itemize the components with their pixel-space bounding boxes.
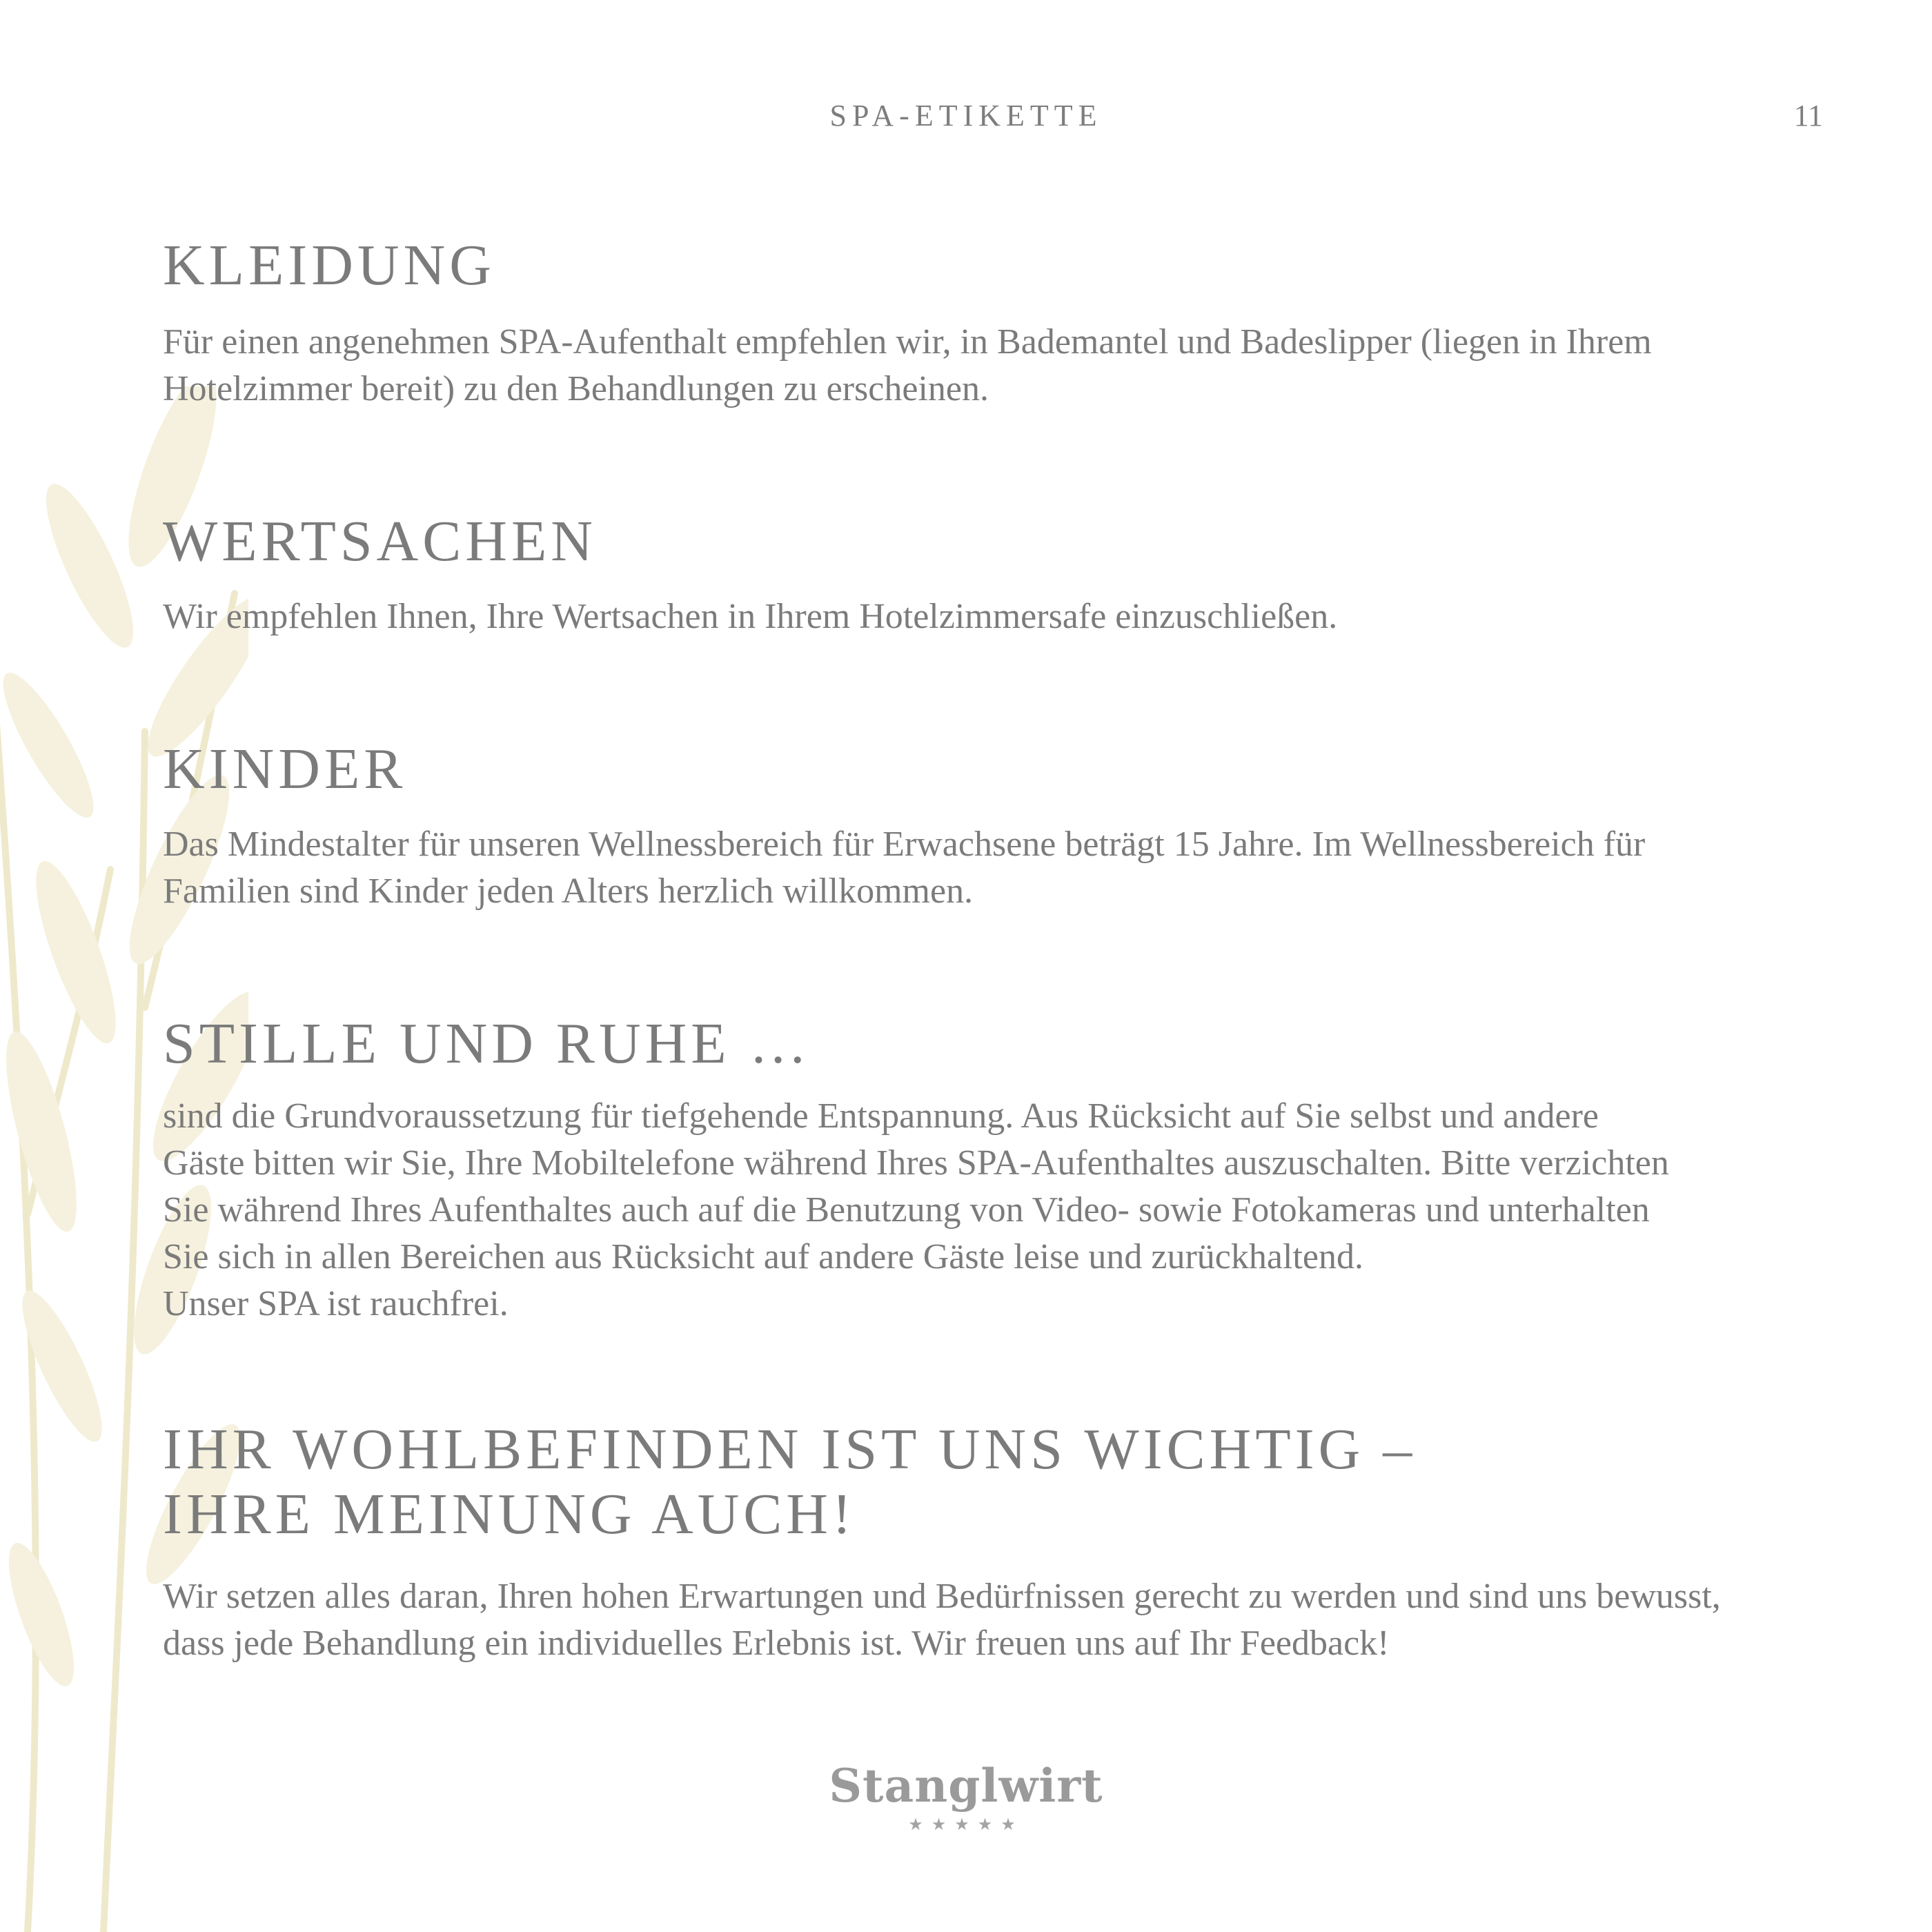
body-line: Familien sind Kinder jeden Alters herzlich willkommen. (163, 871, 974, 911)
body-line: Sie während Ihres Aufenthaltes auch auf die Benutzung von Video- sowie Fotokameras und unterhalten (163, 1190, 1650, 1230)
section-body-wohlbefinden (163, 1573, 1846, 1667)
section-heading-wohlbefinden (163, 1417, 1416, 1547)
body-line: dass jede Behandlung ein individuelles Erlebnis ist. Wir freuen uns auf Ihr Feedback! (163, 1624, 1390, 1663)
body-line: Wir empfehlen Ihnen, Ihre Wertsachen in Ihrem Hotelzimmersafe einzuschließen. (163, 597, 1338, 636)
section-heading-wertsachen: WERTSACHEN (163, 509, 597, 573)
heading-line: IHRE MEINUNG AUCH! (163, 1482, 856, 1546)
logo-wordmark: Stanglwirt (829, 1759, 1103, 1813)
body-line: Sie sich in allen Bereichen aus Rücksicht auf andere Gäste leise und zurückhaltend. (163, 1237, 1363, 1276)
body-line: Das Mindestalter für unseren Wellnessbereich für Erwachsene beträgt 15 Jahre. Im Wellnessbereich für (163, 825, 1646, 864)
section-body-stille-und-ruhe (163, 1093, 1846, 1328)
section-heading-stille-und-ruhe: STILLE UND RUHE … (163, 1012, 811, 1076)
section-heading-kinder: KINDER (163, 737, 407, 801)
body-line: Für einen angenehmen SPA-Aufenthalt empfehlen wir, in Bademantel und Badeslipper (liegen in Ihrem (163, 322, 1652, 362)
section-heading-kleidung: KLEIDUNG (163, 233, 495, 297)
stanglwirt-logo (814, 1761, 1118, 1834)
body-line: Wir setzen alles daran, Ihren hohen Erwartungen und Bedürfnissen gerecht zu werden und sind uns bewusst, (163, 1577, 1721, 1616)
body-line: Hotelzimmer bereit) zu den Behandlungen zu erscheinen. (163, 369, 989, 408)
logo-stars-icon: ★★★★★ (908, 1815, 1024, 1834)
heading-line: IHR WOHLBEFINDEN IST UNS WICHTIG – (163, 1417, 1417, 1481)
section-body-wertsachen (163, 593, 1846, 640)
running-header: SPA-ETIKETTE (829, 99, 1103, 132)
section-body-kleidung (163, 319, 1846, 413)
body-line: Gäste bitten wir Sie, Ihre Mobiltelefone während Ihres SPA-Aufenthaltes auszuschalten. Bitte verzichten (163, 1143, 1669, 1183)
body-line: sind die Grundvoraussetzung für tiefgehende Entspannung. Aus Rücksicht auf Sie selbst und andere (163, 1096, 1599, 1136)
page-number: 11 (1793, 99, 1823, 132)
body-line: Unser SPA ist rauchfrei. (163, 1284, 509, 1323)
section-body-kinder (163, 821, 1846, 915)
